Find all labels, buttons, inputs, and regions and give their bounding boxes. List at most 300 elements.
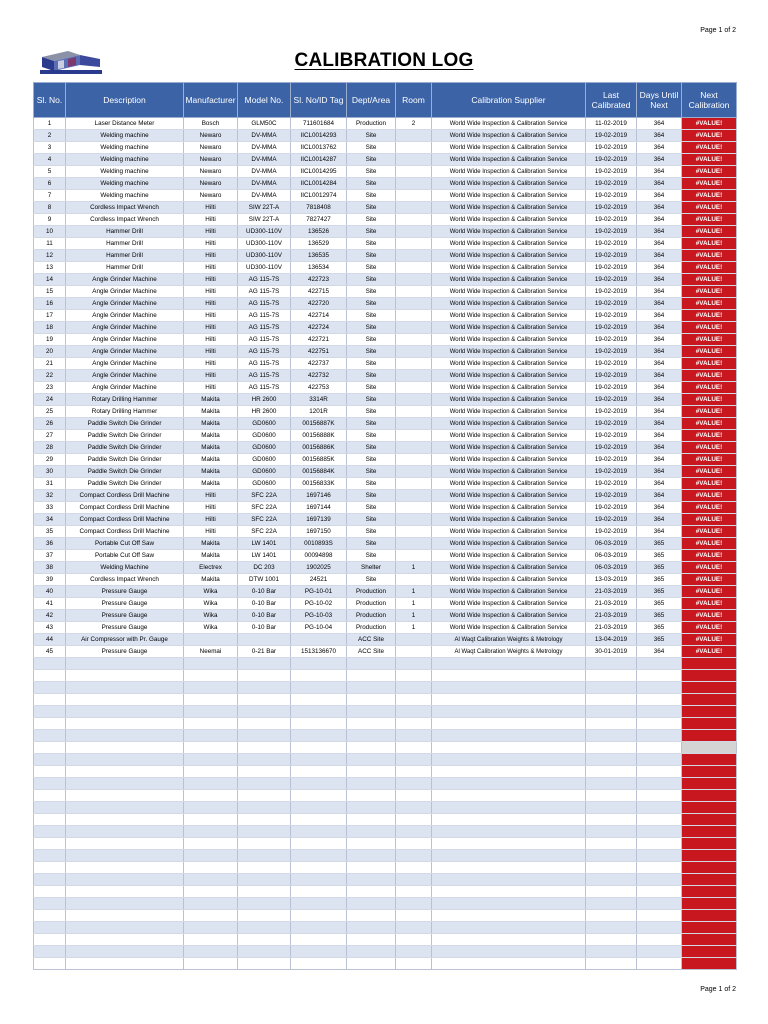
cell-dept-area: Site <box>347 358 396 370</box>
cell-id-tag: IICL0014295 <box>291 166 347 178</box>
empty-cell <box>238 874 291 886</box>
empty-cell <box>396 898 432 910</box>
empty-cell <box>184 706 238 718</box>
empty-cell <box>291 730 347 742</box>
table-row <box>34 502 737 514</box>
empty-cell <box>34 886 66 898</box>
empty-cell <box>291 742 347 754</box>
cell-manufacturer: Hilti <box>184 274 238 286</box>
table-header-row <box>34 83 737 118</box>
cell-supplier: World Wide Inspection & Calibration Service <box>432 322 586 334</box>
cell-supplier: World Wide Inspection & Calibration Service <box>432 490 586 502</box>
empty-cell <box>291 706 347 718</box>
table-row <box>34 430 737 442</box>
cell-description: Hammer Drill <box>66 226 184 238</box>
table-row <box>34 478 737 490</box>
cell-next-calibration: #VALUE! <box>682 502 737 514</box>
empty-cell <box>291 886 347 898</box>
empty-cell <box>637 706 682 718</box>
cell-id-tag: 1513136670 <box>291 646 347 658</box>
cell-room <box>396 346 432 358</box>
empty-cell <box>347 910 396 922</box>
empty-cell <box>586 922 637 934</box>
cell-sl-no: 21 <box>34 358 66 370</box>
empty-cell <box>396 730 432 742</box>
empty-cell <box>238 802 291 814</box>
cell-manufacturer: Newaro <box>184 190 238 202</box>
empty-cell <box>238 826 291 838</box>
empty-cell <box>637 958 682 970</box>
cell-manufacturer: Hilti <box>184 346 238 358</box>
empty-cell <box>347 886 396 898</box>
empty-cell <box>66 862 184 874</box>
cell-supplier: World Wide Inspection & Calibration Service <box>432 514 586 526</box>
cell-supplier: World Wide Inspection & Calibration Service <box>432 358 586 370</box>
cell-next-calibration: #VALUE! <box>682 538 737 550</box>
cell-model-no: DV-MMA <box>238 166 291 178</box>
empty-cell <box>347 838 396 850</box>
empty-cell <box>682 898 737 910</box>
cell-dept-area: Site <box>347 142 396 154</box>
cell-dept-area: Site <box>347 334 396 346</box>
cell-description: Paddle Switch Die Grinder <box>66 454 184 466</box>
empty-cell <box>432 766 586 778</box>
cell-manufacturer: Makita <box>184 430 238 442</box>
empty-cell <box>432 754 586 766</box>
cell-supplier: World Wide Inspection & Calibration Service <box>432 430 586 442</box>
cell-last-calibrated: 19-02-2019 <box>586 262 637 274</box>
cell-id-tag: 00156886K <box>291 442 347 454</box>
cell-last-calibrated: 19-02-2019 <box>586 226 637 238</box>
cell-supplier: World Wide Inspection & Calibration Service <box>432 574 586 586</box>
cell-id-tag: 00156884K <box>291 466 347 478</box>
cell-supplier: World Wide Inspection & Calibration Service <box>432 346 586 358</box>
cell-description: Welding Machine <box>66 562 184 574</box>
cell-id-tag: 1697139 <box>291 514 347 526</box>
empty-cell <box>432 874 586 886</box>
cell-days-until-next: 364 <box>637 358 682 370</box>
empty-cell <box>347 754 396 766</box>
cell-id-tag: 1902025 <box>291 562 347 574</box>
cell-manufacturer: Hilti <box>184 238 238 250</box>
empty-cell <box>396 874 432 886</box>
empty-cell <box>347 742 396 754</box>
cell-last-calibrated: 06-03-2019 <box>586 550 637 562</box>
empty-cell <box>432 790 586 802</box>
cell-id-tag: 136526 <box>291 226 347 238</box>
table-row <box>34 130 737 142</box>
cell-supplier: World Wide Inspection & Calibration Service <box>432 214 586 226</box>
cell-model-no: UD300-110V <box>238 226 291 238</box>
cell-model-no: 0-10 Bar <box>238 598 291 610</box>
cell-last-calibrated: 19-02-2019 <box>586 250 637 262</box>
table-body <box>34 118 737 970</box>
empty-cell <box>637 742 682 754</box>
cell-description: Angle Grinder Machine <box>66 286 184 298</box>
empty-row <box>34 838 737 850</box>
empty-cell <box>238 814 291 826</box>
cell-next-calibration: #VALUE! <box>682 358 737 370</box>
table-row <box>34 238 737 250</box>
cell-id-tag: 422714 <box>291 310 347 322</box>
cell-next-calibration: #VALUE! <box>682 202 737 214</box>
cell-manufacturer: Hilti <box>184 502 238 514</box>
cell-id-tag: 422721 <box>291 334 347 346</box>
empty-cell <box>586 958 637 970</box>
header-days-until-next: Days Until Next <box>637 83 682 118</box>
cell-dept-area: Site <box>347 274 396 286</box>
empty-cell <box>291 922 347 934</box>
empty-cell <box>586 874 637 886</box>
cell-last-calibrated: 19-02-2019 <box>586 358 637 370</box>
cell-room <box>396 502 432 514</box>
cell-manufacturer: Makita <box>184 574 238 586</box>
empty-cell <box>184 682 238 694</box>
empty-row <box>34 814 737 826</box>
cell-next-calibration: #VALUE! <box>682 394 737 406</box>
cell-room <box>396 370 432 382</box>
cell-room: 1 <box>396 562 432 574</box>
empty-cell <box>586 910 637 922</box>
cell-description: Welding machine <box>66 142 184 154</box>
empty-cell <box>34 778 66 790</box>
cell-last-calibrated: 19-02-2019 <box>586 202 637 214</box>
cell-supplier: World Wide Inspection & Calibration Service <box>432 250 586 262</box>
cell-room <box>396 142 432 154</box>
empty-cell <box>184 862 238 874</box>
cell-description: Welding machine <box>66 166 184 178</box>
empty-cell <box>238 682 291 694</box>
cell-next-calibration: #VALUE! <box>682 478 737 490</box>
cell-manufacturer: Makita <box>184 394 238 406</box>
cell-last-calibrated: 19-02-2019 <box>586 238 637 250</box>
cell-model-no: SFC 22A <box>238 502 291 514</box>
cell-model-no: SIW 22T-A <box>238 214 291 226</box>
cell-dept-area: Site <box>347 442 396 454</box>
cell-sl-no: 30 <box>34 466 66 478</box>
cell-sl-no: 10 <box>34 226 66 238</box>
cell-last-calibrated: 19-02-2019 <box>586 214 637 226</box>
empty-cell <box>184 766 238 778</box>
empty-cell <box>34 682 66 694</box>
empty-cell <box>432 742 586 754</box>
empty-cell <box>66 922 184 934</box>
cell-supplier: World Wide Inspection & Calibration Service <box>432 310 586 322</box>
cell-id-tag: 7818408 <box>291 202 347 214</box>
cell-sl-no: 32 <box>34 490 66 502</box>
cell-model-no <box>238 634 291 646</box>
cell-supplier: World Wide Inspection & Calibration Service <box>432 226 586 238</box>
empty-cell <box>637 850 682 862</box>
cell-description: Cordless Impact Wrench <box>66 574 184 586</box>
cell-room: 1 <box>396 610 432 622</box>
cell-sl-no: 6 <box>34 178 66 190</box>
cell-last-calibrated: 19-02-2019 <box>586 298 637 310</box>
cell-supplier: World Wide Inspection & Calibration Service <box>432 622 586 634</box>
cell-supplier: World Wide Inspection & Calibration Service <box>432 502 586 514</box>
table-row <box>34 286 737 298</box>
empty-cell <box>66 934 184 946</box>
empty-cell <box>66 898 184 910</box>
empty-cell <box>432 802 586 814</box>
empty-cell <box>184 802 238 814</box>
cell-days-until-next: 364 <box>637 418 682 430</box>
empty-cell <box>238 670 291 682</box>
empty-cell <box>66 778 184 790</box>
cell-days-until-next: 364 <box>637 514 682 526</box>
cell-room <box>396 250 432 262</box>
cell-manufacturer: Makita <box>184 466 238 478</box>
cell-description: Angle Grinder Machine <box>66 346 184 358</box>
cell-description: Paddle Switch Die Grinder <box>66 442 184 454</box>
cell-next-calibration: #VALUE! <box>682 418 737 430</box>
cell-model-no: DV-MMA <box>238 130 291 142</box>
cell-supplier: World Wide Inspection & Calibration Service <box>432 262 586 274</box>
cell-id-tag: IICL0014287 <box>291 154 347 166</box>
cell-model-no: SFC 22A <box>238 526 291 538</box>
cell-id-tag: 422751 <box>291 346 347 358</box>
empty-cell <box>238 790 291 802</box>
cell-sl-no: 2 <box>34 130 66 142</box>
cell-next-calibration: #VALUE! <box>682 526 737 538</box>
cell-dept-area: Site <box>347 190 396 202</box>
cell-description: Hammer Drill <box>66 262 184 274</box>
empty-cell <box>637 730 682 742</box>
cell-supplier: World Wide Inspection & Calibration Service <box>432 142 586 154</box>
cell-supplier: World Wide Inspection & Calibration Service <box>432 130 586 142</box>
empty-cell <box>347 766 396 778</box>
cell-description: Welding machine <box>66 178 184 190</box>
cell-dept-area: Site <box>347 154 396 166</box>
cell-sl-no: 20 <box>34 346 66 358</box>
cell-description: Paddle Switch Die Grinder <box>66 478 184 490</box>
cell-model-no: DV-MMA <box>238 178 291 190</box>
empty-cell <box>637 718 682 730</box>
cell-id-tag: 136529 <box>291 238 347 250</box>
empty-cell <box>34 850 66 862</box>
empty-row <box>34 850 737 862</box>
cell-days-until-next: 364 <box>637 250 682 262</box>
cell-days-until-next: 365 <box>637 622 682 634</box>
empty-cell <box>291 778 347 790</box>
cell-model-no: 0-21 Bar <box>238 646 291 658</box>
cell-next-calibration: #VALUE! <box>682 562 737 574</box>
empty-cell <box>396 802 432 814</box>
empty-cell <box>637 682 682 694</box>
table-row <box>34 142 737 154</box>
cell-days-until-next: 364 <box>637 202 682 214</box>
cell-id-tag: 1697144 <box>291 502 347 514</box>
cell-next-calibration: #VALUE! <box>682 250 737 262</box>
empty-cell <box>432 958 586 970</box>
empty-cell <box>34 910 66 922</box>
cell-room <box>396 550 432 562</box>
cell-manufacturer: Hilti <box>184 298 238 310</box>
empty-cell <box>184 658 238 670</box>
cell-last-calibrated: 19-02-2019 <box>586 310 637 322</box>
empty-cell <box>432 814 586 826</box>
cell-sl-no: 15 <box>34 286 66 298</box>
empty-cell <box>347 706 396 718</box>
empty-cell <box>34 862 66 874</box>
cell-dept-area: Site <box>347 238 396 250</box>
empty-cell <box>347 730 396 742</box>
page-number-top: Page 1 of 2 <box>700 27 736 34</box>
cell-next-calibration: #VALUE! <box>682 274 737 286</box>
empty-row <box>34 778 737 790</box>
cell-sl-no: 23 <box>34 382 66 394</box>
cell-room <box>396 574 432 586</box>
empty-cell <box>291 670 347 682</box>
cell-next-calibration: #VALUE! <box>682 190 737 202</box>
empty-cell <box>432 898 586 910</box>
cell-model-no: AG 115-7S <box>238 334 291 346</box>
cell-days-until-next: 364 <box>637 310 682 322</box>
empty-cell <box>682 670 737 682</box>
empty-row <box>34 886 737 898</box>
cell-last-calibrated: 19-02-2019 <box>586 454 637 466</box>
empty-cell <box>637 862 682 874</box>
empty-cell <box>347 694 396 706</box>
cell-id-tag: IICL0014293 <box>291 130 347 142</box>
cell-days-until-next: 364 <box>637 478 682 490</box>
header-last-calibrated: Last Calibrated <box>586 83 637 118</box>
cell-next-calibration: #VALUE! <box>682 154 737 166</box>
table-row <box>34 190 737 202</box>
empty-cell <box>586 778 637 790</box>
empty-cell <box>184 898 238 910</box>
empty-cell <box>396 838 432 850</box>
header-dept-area: Dept/Area <box>347 83 396 118</box>
cell-manufacturer: Bosch <box>184 118 238 130</box>
cell-sl-no: 5 <box>34 166 66 178</box>
empty-row <box>34 874 737 886</box>
empty-cell <box>34 766 66 778</box>
cell-manufacturer: Hilti <box>184 490 238 502</box>
empty-cell <box>347 718 396 730</box>
table-row <box>34 166 737 178</box>
empty-cell <box>184 946 238 958</box>
empty-cell <box>637 790 682 802</box>
cell-model-no: UD300-110V <box>238 262 291 274</box>
cell-next-calibration: #VALUE! <box>682 130 737 142</box>
cell-description: Angle Grinder Machine <box>66 334 184 346</box>
empty-cell <box>238 898 291 910</box>
cell-sl-no: 28 <box>34 442 66 454</box>
cell-supplier: World Wide Inspection & Calibration Service <box>432 178 586 190</box>
empty-cell <box>586 670 637 682</box>
empty-cell <box>184 886 238 898</box>
cell-next-calibration: #VALUE! <box>682 334 737 346</box>
cell-next-calibration: #VALUE! <box>682 490 737 502</box>
cell-description: Compact Cordless Drill Machine <box>66 490 184 502</box>
cell-last-calibrated: 19-02-2019 <box>586 466 637 478</box>
cell-dept-area: Site <box>347 478 396 490</box>
empty-cell <box>637 898 682 910</box>
cell-days-until-next: 364 <box>637 130 682 142</box>
empty-cell <box>34 946 66 958</box>
empty-cell <box>432 682 586 694</box>
empty-cell <box>347 826 396 838</box>
cell-manufacturer: Makita <box>184 538 238 550</box>
cell-dept-area: Site <box>347 574 396 586</box>
empty-cell <box>66 850 184 862</box>
cell-dept-area: Site <box>347 454 396 466</box>
cell-sl-no: 19 <box>34 334 66 346</box>
header-description: Description <box>66 83 184 118</box>
empty-cell <box>66 910 184 922</box>
cell-days-until-next: 364 <box>637 286 682 298</box>
cell-dept-area: Site <box>347 178 396 190</box>
cell-room: 1 <box>396 586 432 598</box>
empty-cell <box>586 790 637 802</box>
cell-description: Rotary Drilling Hammer <box>66 406 184 418</box>
empty-cell <box>682 958 737 970</box>
cell-sl-no: 8 <box>34 202 66 214</box>
empty-cell <box>586 754 637 766</box>
cell-description: Angle Grinder Machine <box>66 322 184 334</box>
empty-cell <box>347 658 396 670</box>
cell-dept-area: Site <box>347 466 396 478</box>
cell-last-calibrated: 19-02-2019 <box>586 382 637 394</box>
empty-cell <box>66 754 184 766</box>
table-row <box>34 334 737 346</box>
cell-supplier: World Wide Inspection & Calibration Service <box>432 538 586 550</box>
empty-cell <box>682 694 737 706</box>
cell-description: Air Compressor with Pr. Gauge <box>66 634 184 646</box>
cell-days-until-next: 364 <box>637 118 682 130</box>
cell-model-no: AG 115-7S <box>238 274 291 286</box>
empty-cell <box>347 778 396 790</box>
table-row <box>34 622 737 634</box>
cell-id-tag: 00156833K <box>291 478 347 490</box>
table-row <box>34 154 737 166</box>
empty-cell <box>637 874 682 886</box>
empty-cell <box>586 694 637 706</box>
cell-supplier: Al Waqt Calibration Weights & Metrology <box>432 634 586 646</box>
cell-supplier: World Wide Inspection & Calibration Service <box>432 550 586 562</box>
table-row <box>34 310 737 322</box>
cell-dept-area: Site <box>347 310 396 322</box>
empty-cell <box>291 946 347 958</box>
cell-manufacturer: Makita <box>184 418 238 430</box>
cell-sl-no: 9 <box>34 214 66 226</box>
empty-cell <box>238 946 291 958</box>
cell-room <box>396 130 432 142</box>
empty-row <box>34 694 737 706</box>
empty-cell <box>432 706 586 718</box>
empty-cell <box>637 814 682 826</box>
cell-supplier: World Wide Inspection & Calibration Service <box>432 274 586 286</box>
empty-cell <box>396 778 432 790</box>
cell-dept-area: Production <box>347 598 396 610</box>
cell-model-no: GD0600 <box>238 454 291 466</box>
empty-cell <box>396 766 432 778</box>
cell-manufacturer: Hilti <box>184 382 238 394</box>
cell-id-tag: 422753 <box>291 382 347 394</box>
empty-cell <box>66 946 184 958</box>
empty-row <box>34 682 737 694</box>
cell-last-calibrated: 19-02-2019 <box>586 442 637 454</box>
empty-cell <box>682 730 737 742</box>
cell-days-until-next: 364 <box>637 466 682 478</box>
cell-room <box>396 274 432 286</box>
cell-room <box>396 190 432 202</box>
table-row <box>34 250 737 262</box>
cell-id-tag: PG-10-02 <box>291 598 347 610</box>
cell-next-calibration: #VALUE! <box>682 514 737 526</box>
empty-cell <box>66 790 184 802</box>
